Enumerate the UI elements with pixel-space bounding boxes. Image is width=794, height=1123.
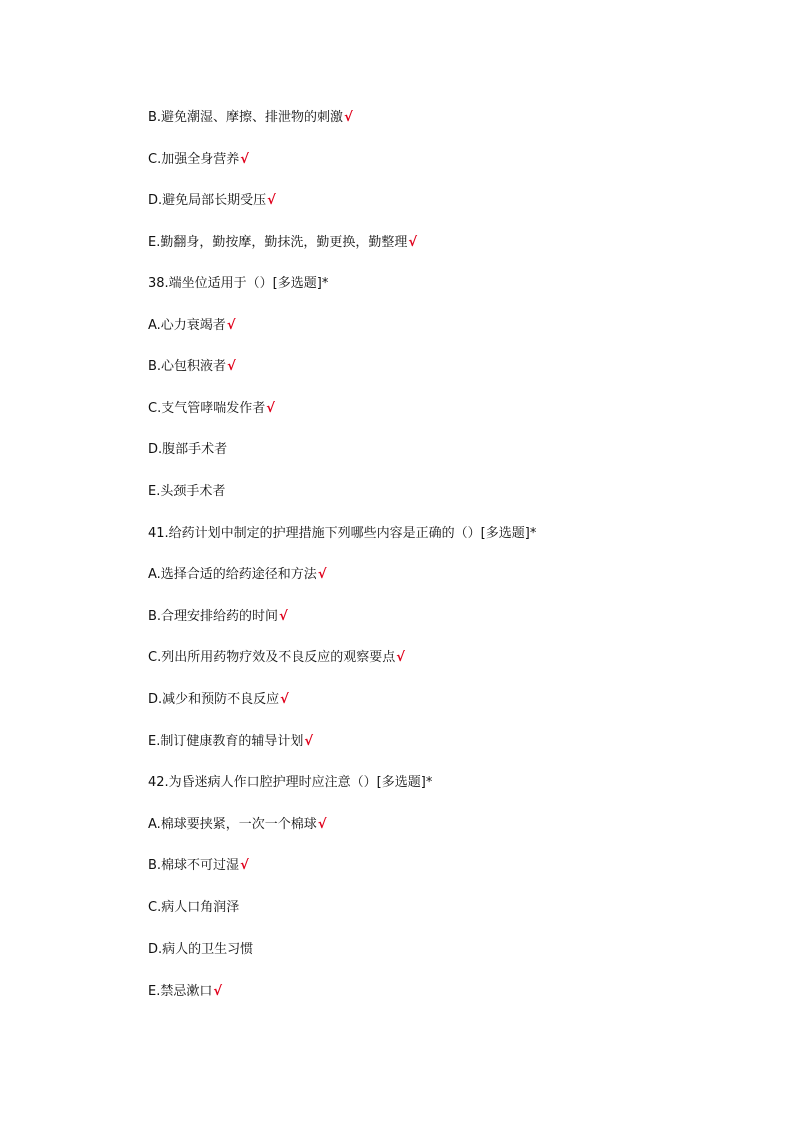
option-text: A.棉球要挟紧，一次一个棉球 xyxy=(148,817,317,832)
option-text: E.头颈手术者 xyxy=(148,484,226,499)
check-mark-icon: √ xyxy=(396,650,405,665)
check-mark-icon: √ xyxy=(408,235,418,250)
option-text: B.避免潮湿、摩擦、排泄物的刺激 xyxy=(148,110,344,125)
option-line xyxy=(148,649,405,667)
option-text: A.选择合适的给药途径和方法 xyxy=(148,567,317,582)
option-line xyxy=(148,192,276,210)
option-line xyxy=(148,317,235,335)
option-line xyxy=(148,483,226,501)
option-line xyxy=(148,234,417,252)
option-line xyxy=(148,400,275,418)
option-text: D.避免局部长期受压 xyxy=(148,193,267,208)
option-text: A.心力衰竭者 xyxy=(148,318,226,333)
check-mark-icon: √ xyxy=(227,359,236,374)
check-mark-icon: √ xyxy=(267,193,276,208)
check-mark-icon: √ xyxy=(317,567,327,582)
question-line xyxy=(148,525,537,543)
option-text: B.棉球不可过湿 xyxy=(148,858,240,873)
check-mark-icon: √ xyxy=(240,152,249,167)
question-text: 42.为昏迷病人作口腔护理时应注意（）[多选题]* xyxy=(148,775,433,790)
option-line xyxy=(148,899,240,917)
option-line xyxy=(148,441,228,459)
question-line xyxy=(148,275,329,293)
option-text: D.减少和预防不良反应 xyxy=(148,692,280,707)
option-text: B.合理安排给药的时间 xyxy=(148,609,279,624)
question-text: 38.端坐位适用于（）[多选题]* xyxy=(148,276,329,291)
option-line xyxy=(148,691,289,709)
option-text: E.制订健康教育的辅导计划 xyxy=(148,734,304,749)
option-text: C.病人口角润泽 xyxy=(148,900,240,915)
question-text: 41.给药计划中制定的护理措施下列哪些内容是正确的（）[多选题]* xyxy=(148,526,537,541)
option-line xyxy=(148,941,254,959)
check-mark-icon: √ xyxy=(317,817,327,832)
question-line xyxy=(148,774,433,792)
option-text: C.支气管哮喘发作者 xyxy=(148,401,266,416)
option-line xyxy=(148,857,249,875)
check-mark-icon: √ xyxy=(240,858,249,873)
option-line xyxy=(148,566,326,584)
option-line xyxy=(148,983,222,1001)
option-line xyxy=(148,816,326,834)
option-text: D.腹部手术者 xyxy=(148,442,228,457)
check-mark-icon: √ xyxy=(226,318,236,333)
option-text: E.勤翻身，勤按摩，勤抹洗，勤更换，勤整理 xyxy=(148,235,408,250)
check-mark-icon: √ xyxy=(280,692,289,707)
check-mark-icon: √ xyxy=(344,110,353,125)
option-text: C.列出所用药物疗效及不良反应的观察要点 xyxy=(148,650,396,665)
check-mark-icon: √ xyxy=(266,401,275,416)
option-text: E.禁忌漱口 xyxy=(148,984,213,999)
option-text: C.加强全身营养 xyxy=(148,152,240,167)
check-mark-icon: √ xyxy=(213,984,223,999)
check-mark-icon: √ xyxy=(304,734,314,749)
option-text: B.心包积液者 xyxy=(148,359,227,374)
option-line xyxy=(148,151,249,169)
option-line xyxy=(148,733,313,751)
option-text: D.病人的卫生习惯 xyxy=(148,942,254,957)
option-line xyxy=(148,109,353,127)
option-line xyxy=(148,358,236,376)
option-line xyxy=(148,608,288,626)
check-mark-icon: √ xyxy=(279,609,288,624)
